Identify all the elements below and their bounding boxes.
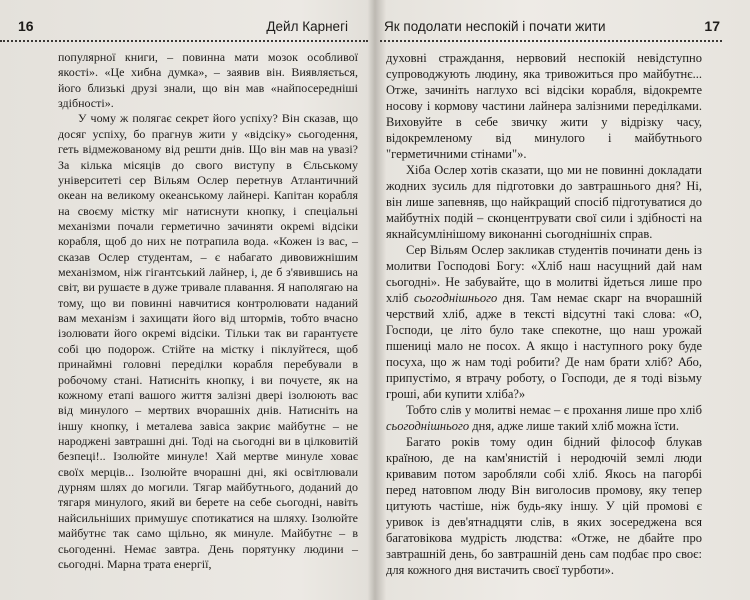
right-paragraph-5 — [386, 434, 702, 578]
left-page — [0, 0, 374, 600]
right-paragraph-5-text: Багато років тому один бідний філософ блукав країною, де на кам'янистій і неродючій землі люди кривавим потом заробляли собі хліб. Якось на пагорбі перед натовпом люду Він виголосив промову, яку тепер цитують частіше, ніж будь-яку іншу. У цій промові є уривок із дев'ятнадцяти слів, в яких зосереджена вся багатовікова мудрість людства: «Отже, не дбайте про завтрашній день, бо завтрашній день сам подбає про своє: для кожного дня вистачить своєї турботи». — [386, 435, 702, 577]
right-paragraph-3-text-b: дня. Там немає скарг на вчорашній черствий хліб, адже в тексті відсутні такі слова: «О, Господи, це літо було таке спекотне, що наш урожай пшениці мало не посох. А якщо і наступного року буде посуха, що ж нам тоді робити? Де нам брати хліб? Або, припустімо, я втрачу роботу, о Господи, де я тоді візьму гроші, аби купити хліба?» — [386, 291, 703, 401]
right-paragraph-3-text-a: Сер Вільям Ослер закликав студентів починати день із молитви Господові Богу: «Хліб наш насущний дай нам сьогодні». Не забувайте, що в молитві йдеться лише про хліб — [386, 243, 702, 305]
left-running-title: Дейл Карнегі — [266, 18, 348, 34]
right-paragraph-4-emphasis: сьогоднішнього — [386, 419, 470, 433]
right-page-number: 17 — [704, 18, 720, 34]
right-paragraph-3 — [386, 242, 702, 402]
right-paragraph-1 — [386, 50, 702, 162]
left-header-rule — [0, 40, 368, 42]
right-paragraph-2 — [386, 162, 702, 242]
right-running-title: Як подолати неспокій і почати жити — [384, 18, 606, 34]
left-paragraph-1: популярної книги, – повинна мати мозок особливої якості». «Це хибна думка», – заявив він. Виявляється, його близькі друзі знали, що він мав «найпосередніші здібності». — [58, 50, 358, 111]
left-page-body — [58, 50, 358, 572]
left-page-number: 16 — [18, 18, 34, 34]
right-page-header — [384, 16, 720, 36]
right-paragraph-4-text-a: Тобто слів у молитві немає – є прохання лише про хліб — [406, 403, 702, 417]
right-paragraph-1-text: духовні страждання, нервовий неспокій невідступно супроводжують людину, яка тривожиться про майбутнє... Отже, зачиніть наглухо всі відсіки корабля, відокремте носову і кормову частини лайнера залізними переділками. Виховуйте в себе звичку жити у відрізку часу, відокремленому від минулого і майбутнього "герметичними стінами"». — [386, 51, 702, 161]
right-page — [376, 0, 750, 600]
right-paragraph-2-text: Хіба Ослер хотів сказати, що ми не повинні докладати жодних зусиль для підготовки до завтрашнього дня? Ні, він лише запевняв, що найкращий спосіб підготуватися до майбутніх подій – сконцентрувати свої сили і здібності на якнайсумлінішому виконанні сьогоднішніх справ. — [386, 163, 702, 241]
right-header-rule — [380, 40, 722, 42]
right-paragraph-3-emphasis: сьогоднішнього — [414, 291, 498, 305]
left-page-header — [18, 16, 370, 36]
left-paragraph-2: У чому ж полягає секрет його успіху? Він сказав, що досяг успіху, бо прагнув жити у «відсіку» сьогодення, геть відмежованому від решти днів. Що він мав на увазі? За кілька місяців до свого виступу в Єльському університеті сер Вільям Ослер перетнув Атлантичний океан на великому океанському лайнері. Капітан корабля на своєму містку міг натиснути кнопку, і спеціальні механізми почали герметично зачиняти окремі відсіки корабля, щоб до них не потрапила вода. «Кожен із вас, – сказав Ослер студентам, – є набагато дивовижнішим механізмом, ніж гігантський лайнер, і, де б з'явившись на світ, ви рушаєте в дуже тривале плавання. Я наполягаю на тому, що ви повинні навчитися контролювати наданий вам механізм і захищати його від штормів, тобто вчасно ізолювати його окремі відсіки. Тільки так ви гарантуєте собі цю подорож. Стійте на містку і піклуйтеся, щоб принаймні головні переділки корабля перебували в робочому стані. Натисніть кнопку, і ви почуєте, як на кожному етапі вашого життя залізні двері ізолюють вас від минулого – мертвих вчорашніх днів. Натисніть на іншу кнопку, і металева завіса закриє майбутнє – не народжені завтрашні дні. Тоді на сьогодні ви в цілковитій безпеці!.. Ізолюйте минуле! Хай мертве минуле ховає своїх мерців... Ізолюйте вчорашні дні, які освітлювали дурням шлях до могили. Тягар майбутнього, доданий до тягаря минулого, який ви берете на себе сьогодні, навіть найсильніших примушує спотикатися на шляху. Ізолюйте майбутнє так само щільно, як минуле. Майбутнє – в сьогоденні. Немає завтра. День порятунку людини – сьогодні. Марна трата енергії, — [58, 111, 358, 571]
right-paragraph-4-text-b: дня, адже лише такий хліб можна їсти. — [469, 419, 679, 433]
right-page-body — [386, 50, 702, 578]
right-paragraph-4 — [386, 402, 702, 434]
